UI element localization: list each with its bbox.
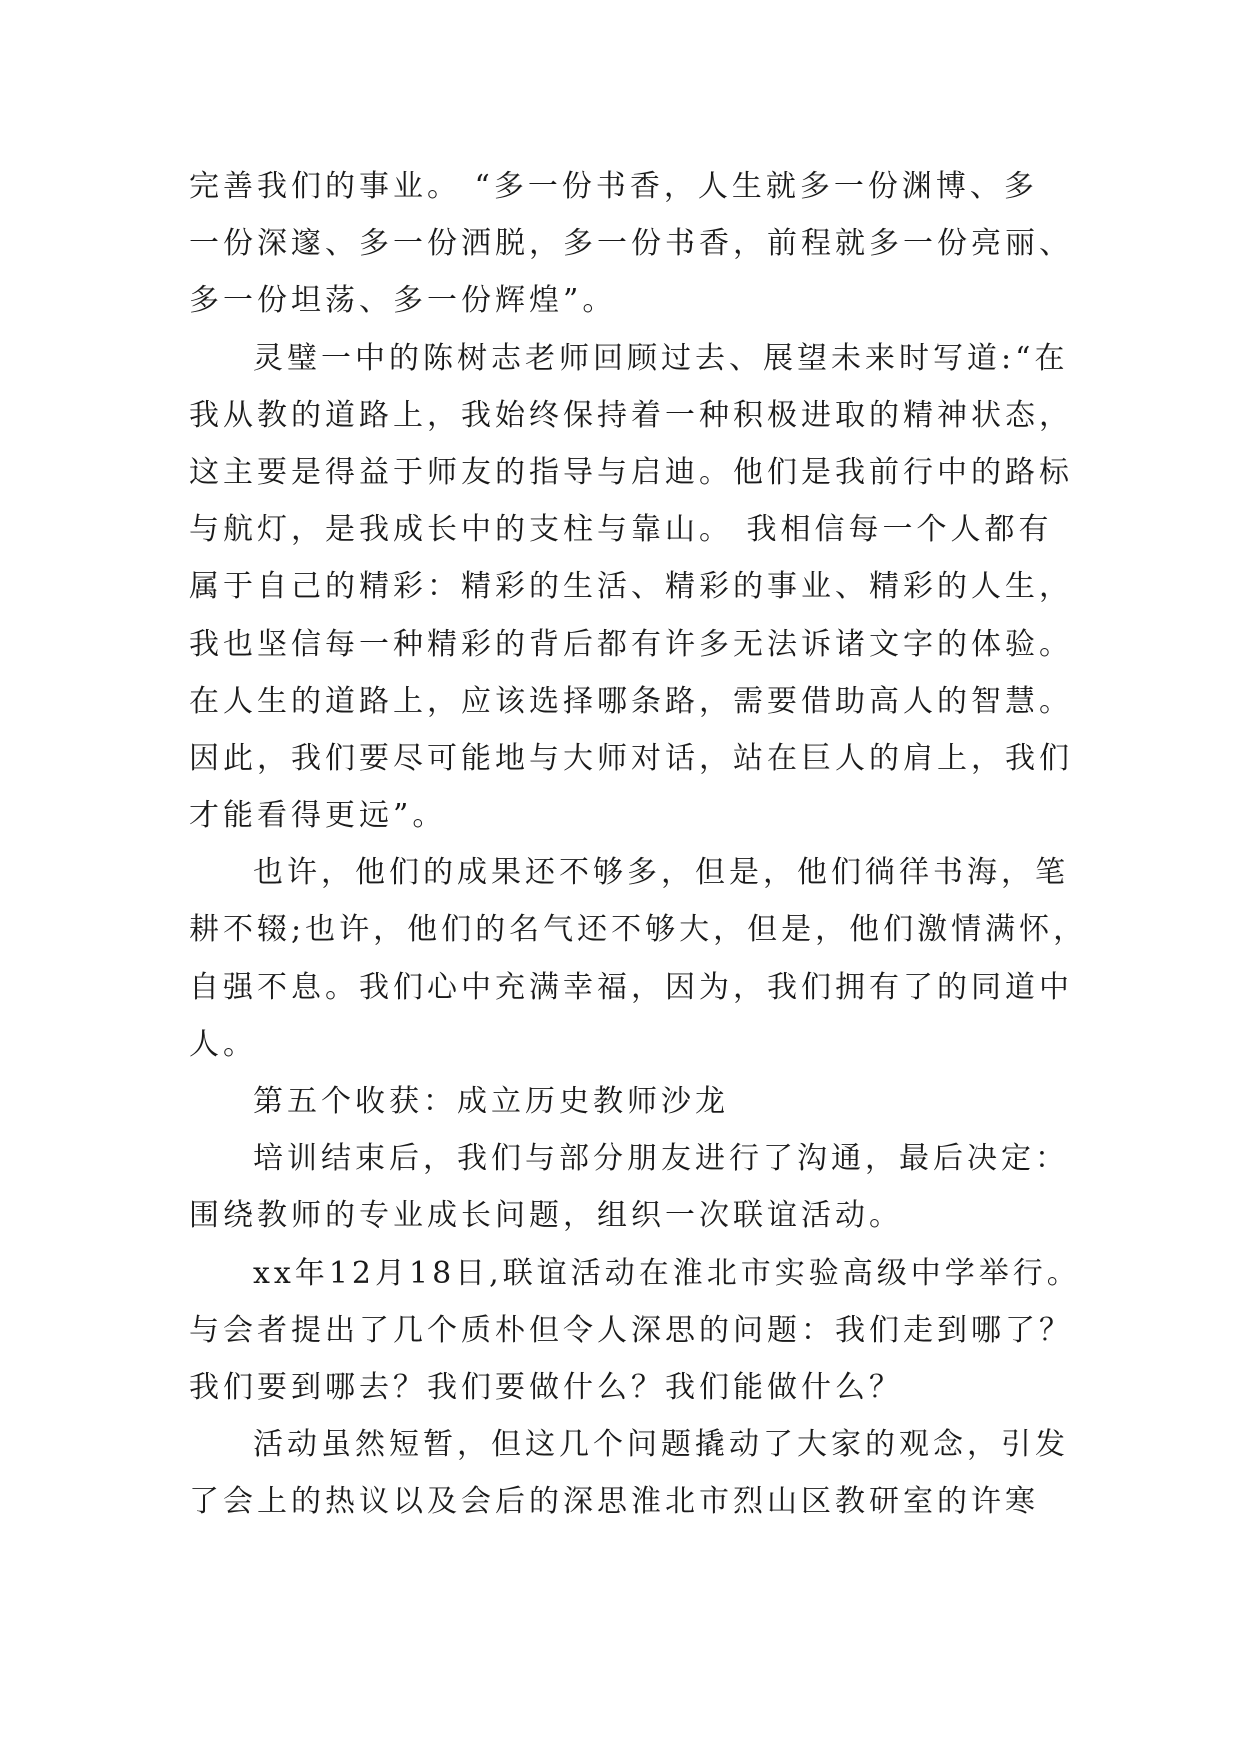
text-line: 多一份坦荡、多一份辉煌”。 <box>189 283 617 319</box>
text-line: 也许，他们的成果还不够多，但是，他们徜徉书海，笔 <box>253 855 1069 891</box>
text-line: xx年12月18日,联谊活动在淮北市实验高级中学举行。 <box>253 1255 1081 1291</box>
text-line: 我从教的道路上，我始终保持着一种积极进取的精神状态， <box>189 397 1073 433</box>
text-line: 才能看得更远”。 <box>189 798 447 834</box>
text-line: 这主要是得益于师友的指导与启迪。他们是我前行中的路标 <box>189 454 1073 490</box>
text-line: 耕不辍;也许，他们的名气还不够大，但是，他们激情满怀， <box>189 912 1088 948</box>
text-line: 我们要到哪去？我们要做什么？我们能做什么？ <box>189 1369 903 1405</box>
text-line: 一份深邃、多一份洒脱，多一份书香，前程就多一份亮丽、 <box>189 226 1073 262</box>
text-line: 围绕教师的专业成长问题，组织一次联谊活动。 <box>189 1198 903 1234</box>
text-line: 了会上的热议以及会后的深思淮北市烈山区教研室的许寒 <box>189 1484 1039 1520</box>
text-line: 我也坚信每一种精彩的背后都有许多无法诉诸文字的体验。 <box>189 626 1073 662</box>
text-line: 在人生的道路上，应该选择哪条路，需要借助高人的智慧。 <box>189 683 1073 719</box>
text-line: 自强不息。我们心中充满幸福，因为，我们拥有了的同道中 <box>189 969 1073 1005</box>
text-line: 活动虽然短暂，但这几个问题撬动了大家的观念，引发 <box>253 1427 1069 1463</box>
text-line: 与航灯，是我成长中的支柱与靠山。 我相信每一个人都有 <box>189 512 1053 548</box>
text-line: 第五个收获：成立历史教师沙龙 <box>253 1084 729 1119</box>
text-line: 与会者提出了几个质朴但令人深思的问题：我们走到哪了？ <box>189 1312 1073 1348</box>
text-line: 完善我们的事业。 “多一份书香，人生就多一份渊博、多 <box>189 169 1038 204</box>
text-line: 人。 <box>189 1026 257 1062</box>
text-line: 属于自己的精彩：精彩的生活、精彩的事业、精彩的人生， <box>189 569 1073 605</box>
text-line: 培训结束后，我们与部分朋友进行了沟通，最后决定： <box>253 1141 1069 1177</box>
text-line: 灵璧一中的陈树志老师回顾过去、展望未来时写道:“在 <box>253 340 1069 376</box>
body-text <box>189 158 1088 1531</box>
text-line: 因此，我们要尽可能地与大师对话，站在巨人的肩上，我们 <box>189 740 1073 776</box>
